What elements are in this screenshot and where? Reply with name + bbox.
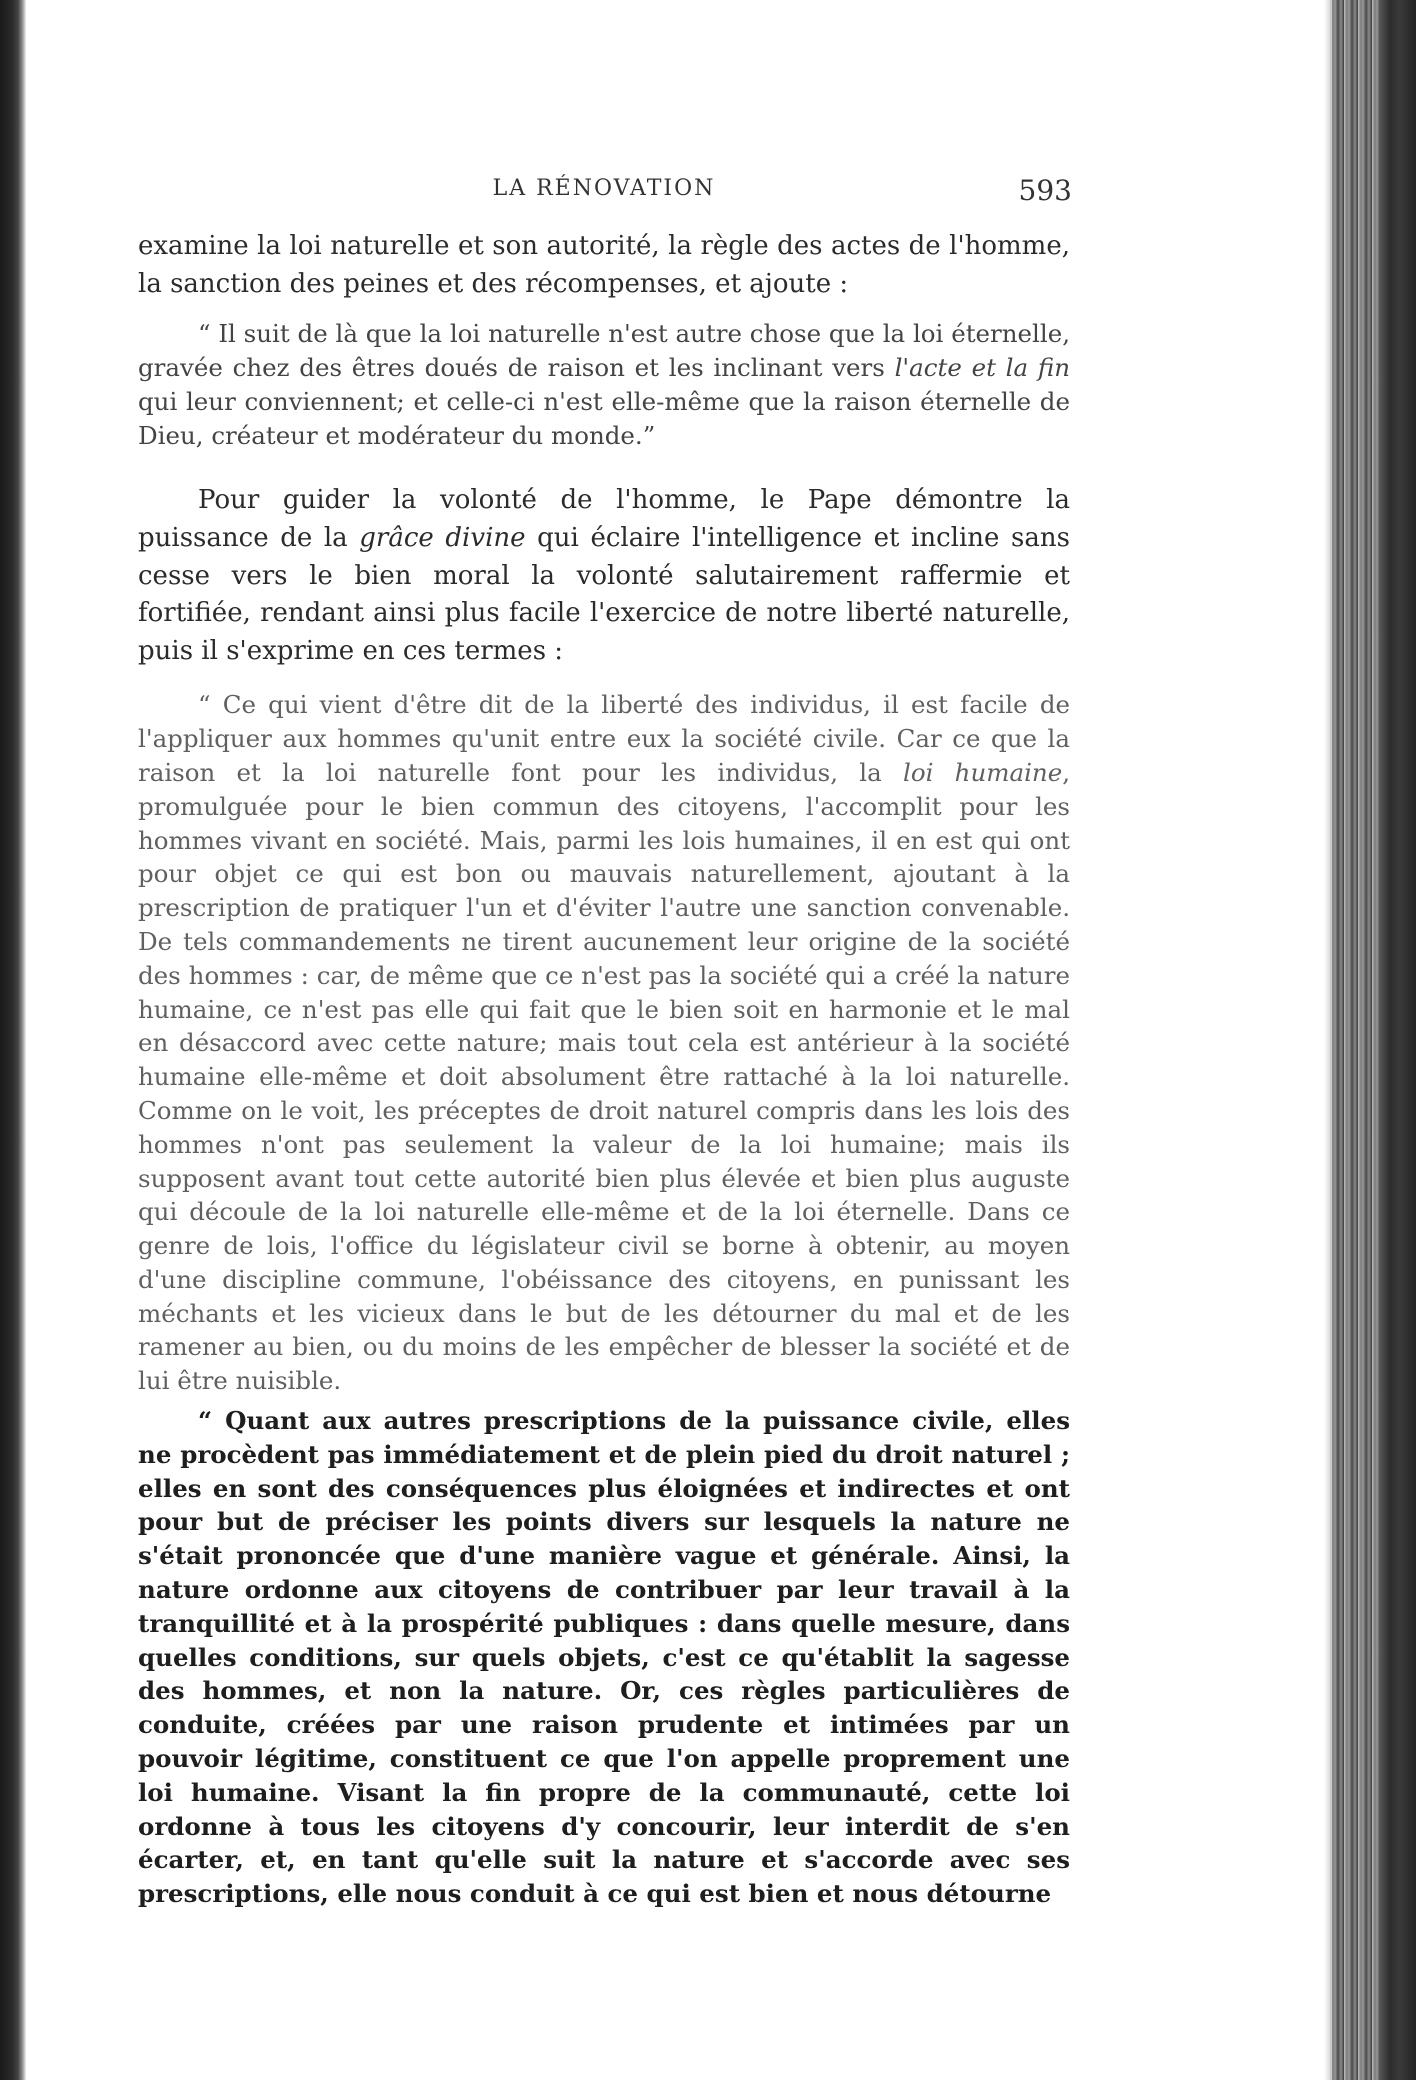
running-title: LA RÉNOVATION [492,176,716,201]
quote-text: “ Ce qui vient d'être dit de la liberté des individus, il est facile de l'appliquer aux hommes qu'unit entre eux la société civile. Car ce que la raison et la loi naturelle font pour les individus, la [138,690,1070,787]
quote-civil-prescriptions [138,1404,1070,1911]
page-number: 593 [1018,174,1072,207]
quote-text: “ Quant aux autres prescriptions de la puissance civile, elles ne procèdent pas immédiatement et de plein pied du droit naturel ; elles en sont des conséquences plus éloignées et indirectes et ont pour but de préciser les points divers sur lesquels la nature ne s'était prononcée que d'une manière vague et générale. Ainsi, la nature ordonne aux citoyens de contribuer par leur travail à la tranquillité et à la prospérité publiques : dans quelle mesure, dans quelles conditions, sur quels objets, c'est ce qu'établit la sagesse des hommes, et non la nature. Or, ces règles particulières de conduite, créées par une raison prudente et intimées par un pouvoir légitime, constituent ce que l'on appelle proprement une loi humaine. Visant la fin propre de la communauté, cette loi ordonne à tous les citoyens d'y concourir, leur interdit de s'en écarter, et, en tant qu'elle suit la nature et s'accorde avec ses prescriptions, elle nous conduit à ce qui est bien et nous détourne [138,1406,1070,1909]
page-header [138,172,1070,220]
left-page-edge-shadow [0,0,26,2080]
paragraph-text: Pour guider la volonté de l'homme, le Pape démontre la puissance de la [138,485,1070,553]
paragraph-text: examine la loi naturelle et son autorité, la règle des actes de l'homme, la sanction des peines et des récompenses, et ajoute : [138,231,1070,299]
paragraph-intro [138,228,1070,303]
quote-text: , promulguée pour le bien commun des citoyens, l'accomplit pour les hommes vivant en société. Mais, parmi les lois humaines, il en est qui ont pour objet ce qui est bon ou mauvais naturellement, ajoutant à la prescription de pratiquer l'un et d'éviter l'autre une sanction convenable. De tels commandements ne tirent aucunement leur origine de la société des hommes : car, de même que ce n'est pas la société qui a créé la nature humaine, ce n'est pas elle qui fait que le bien soit en harmonie et le mal en désaccord avec cette nature; mais tout cela est antérieur à la société humaine elle-même et doit absolument être rattaché à la loi naturelle. Comme on le voit, les préceptes de droit naturel compris dans les lois des hommes n'ont pas seulement la valeur de la loi humaine; mais ils supposent avant tout cette autorité bien plus élevée et bien plus auguste qui découle de la loi naturelle elle-même et de la loi éternelle. Dans ce genre de lois, l'office du législateur civil se borne à obtenir, au moyen d'une discipline commune, l'obéissance des citoyens, en punissant les méchants et les vicieux dans le but de les détourner du mal et de les ramener au bien, ou du moins de les empêcher de blesser la société et de lui être nuisible. [138,757,1070,1396]
paragraph-divine-grace [138,482,1070,670]
quote-emphasis: loi humaine [902,757,1063,787]
quote-natural-law [138,317,1070,452]
paragraph-emphasis: grâce divine [359,522,526,553]
quote-text: qui leur conviennent; et celle-ci n'est elle-même que la raison éternelle de Dieu, créateur et modérateur du monde.” [138,386,1070,450]
book-page [138,172,1070,1911]
quote-emphasis: l'acte et la fin [894,352,1070,382]
quote-text: “ Il suit de là que la loi naturelle n'est autre chose que la loi éternelle, gravée chez des êtres doués de raison et les inclinant vers [138,319,1070,382]
paragraph-text: qui éclaire l'intelligence et incline sans cesse vers le bien moral la volonté salutairement raffermie et fortifiée, rendant ainsi plus facile l'exercice de notre liberté naturelle, puis il s'exprime en ces termes : [138,522,1070,666]
quote-civil-society [138,688,1070,1398]
book-page-edges [1330,0,1416,2080]
